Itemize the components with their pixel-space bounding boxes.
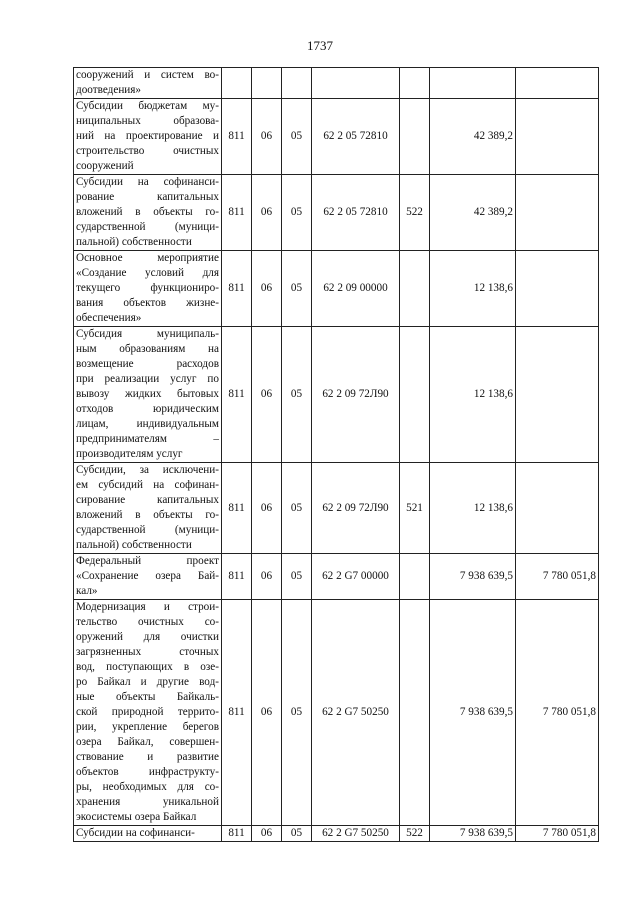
- expense-type-cell: 521: [400, 463, 430, 554]
- item-name-line: при реализации услуг по: [76, 373, 219, 385]
- expense-type-cell: 522: [400, 826, 430, 842]
- item-name-line: вывозу жидких бытовых: [76, 388, 219, 400]
- target-article-cell: 62 2 09 72Л90: [312, 327, 400, 463]
- target-article-cell: 62 2 G7 50250: [312, 600, 400, 826]
- item-name-line: озера Байкал, совершен-: [76, 736, 219, 748]
- section-code-cell: 06: [252, 826, 282, 842]
- item-name-line: обеспечения»: [76, 312, 142, 324]
- item-name-line: ниципальных образова-: [76, 115, 219, 127]
- amount-year1-cell: 12 138,6: [430, 463, 516, 554]
- item-name-line: Основное мероприятие: [76, 252, 219, 264]
- item-name-line: хранения уникальной: [76, 796, 219, 808]
- ministry-code-cell: 811: [222, 251, 252, 327]
- item-name-line: сударственной (муници-: [76, 221, 219, 233]
- section-code-cell: 06: [252, 175, 282, 251]
- table-row: [74, 463, 599, 554]
- budget-table: [73, 67, 599, 842]
- table-row: [74, 554, 599, 600]
- item-name-line: доотведения»: [76, 84, 142, 96]
- target-article-cell: [312, 68, 400, 99]
- target-article-cell: 62 2 G7 00000: [312, 554, 400, 600]
- expense-type-cell: [400, 327, 430, 463]
- item-name-line: тельство очистных со-: [76, 616, 219, 628]
- section-code-cell: [252, 68, 282, 99]
- item-name-line: объектов инфраструкту-: [76, 766, 219, 778]
- amount-year1-cell: 42 389,2: [430, 99, 516, 175]
- item-name-line: экосистемы озера Байкал: [76, 811, 197, 823]
- ministry-code-cell: 811: [222, 826, 252, 842]
- amount-year1-cell: 12 138,6: [430, 251, 516, 327]
- item-name-line: «Создание условий для: [76, 267, 219, 279]
- amount-year2-cell: [516, 175, 599, 251]
- item-name-line: вания объектов жизне-: [76, 297, 219, 309]
- item-name-cell: [74, 251, 222, 327]
- item-name-line: ской природной террито-: [76, 706, 219, 718]
- item-name-line: сирование капитальных: [76, 494, 219, 506]
- amount-year1-cell: [430, 68, 516, 99]
- item-name-line: Субсидии, за исключени-: [76, 464, 219, 476]
- item-name-cell: [74, 600, 222, 826]
- amount-year2-cell: 7 780 051,8: [516, 600, 599, 826]
- table-row: [74, 600, 599, 826]
- target-article-cell: 62 2 09 72Л90: [312, 463, 400, 554]
- item-name-line: сооружений: [76, 160, 134, 172]
- amount-year2-cell: 7 780 051,8: [516, 826, 599, 842]
- amount-year2-cell: [516, 463, 599, 554]
- item-name-line: вод, поступающих в озе-: [76, 661, 219, 673]
- item-name-cell: [74, 99, 222, 175]
- item-name-line: отходов юридическим: [76, 403, 219, 415]
- item-name-line: производителям услуг: [76, 448, 183, 460]
- item-name-line: лицам, индивидуальным: [76, 418, 219, 430]
- target-article-cell: 62 2 05 72810: [312, 175, 400, 251]
- item-name-line: Субсидии на софинанси-: [76, 827, 195, 839]
- item-name-cell: [74, 463, 222, 554]
- item-name-line: загрязненных сточных: [76, 646, 219, 658]
- item-name-line: пальной) собственности: [76, 539, 192, 551]
- item-name-line: Субсидии бюджетам му-: [76, 100, 219, 112]
- amount-year2-cell: 7 780 051,8: [516, 554, 599, 600]
- item-name-line: ным образованиям на: [76, 343, 219, 355]
- subsection-code-cell: 05: [282, 327, 312, 463]
- target-article-cell: 62 2 G7 50250: [312, 826, 400, 842]
- amount-year1-cell: 7 938 639,5: [430, 554, 516, 600]
- expense-type-cell: [400, 99, 430, 175]
- amount-year2-cell: [516, 68, 599, 99]
- item-name-line: Субсидия муниципаль-: [76, 328, 219, 340]
- amount-year1-cell: 12 138,6: [430, 327, 516, 463]
- item-name-line: ро Байкал и другие вод-: [76, 676, 219, 688]
- expense-type-cell: [400, 554, 430, 600]
- item-name-line: Модернизация и строи-: [76, 601, 219, 613]
- item-name-cell: [74, 175, 222, 251]
- item-name-line: Субсидии на софинанси-: [76, 176, 219, 188]
- amount-year2-cell: [516, 99, 599, 175]
- expense-type-cell: [400, 68, 430, 99]
- item-name-cell: [74, 327, 222, 463]
- item-name-line: «Сохранение озера Бай-: [76, 570, 219, 582]
- subsection-code-cell: 05: [282, 251, 312, 327]
- table-row: [74, 68, 599, 99]
- ministry-code-cell: 811: [222, 554, 252, 600]
- subsection-code-cell: 05: [282, 99, 312, 175]
- ministry-code-cell: 811: [222, 463, 252, 554]
- section-code-cell: 06: [252, 99, 282, 175]
- subsection-code-cell: 05: [282, 826, 312, 842]
- ministry-code-cell: 811: [222, 99, 252, 175]
- section-code-cell: 06: [252, 554, 282, 600]
- item-name-line: вложений в объекты го-: [76, 509, 219, 521]
- item-name-line: вложений в объекты го-: [76, 206, 219, 218]
- subsection-code-cell: [282, 68, 312, 99]
- subsection-code-cell: 05: [282, 554, 312, 600]
- item-name-line: сооружений и систем во-: [76, 69, 219, 81]
- item-name-line: возмещение расходов: [76, 358, 219, 370]
- item-name-line: пальной) собственности: [76, 236, 192, 248]
- target-article-cell: 62 2 09 00000: [312, 251, 400, 327]
- section-code-cell: 06: [252, 251, 282, 327]
- amount-year1-cell: 42 389,2: [430, 175, 516, 251]
- item-name-line: ний на проектирование и: [76, 130, 219, 142]
- item-name-line: ры, необходимых для со-: [76, 781, 219, 793]
- item-name-line: рование капитальных: [76, 191, 219, 203]
- item-name-cell: [74, 68, 222, 99]
- expense-type-cell: [400, 251, 430, 327]
- item-name-line: оружений для очистки: [76, 631, 219, 643]
- table-row: [74, 99, 599, 175]
- table-row: [74, 327, 599, 463]
- amount-year1-cell: 7 938 639,5: [430, 826, 516, 842]
- item-name-cell: [74, 554, 222, 600]
- expense-type-cell: 522: [400, 175, 430, 251]
- item-name-line: предпринимателям –: [76, 433, 219, 445]
- item-name-line: текущего функциониро-: [76, 282, 219, 294]
- ministry-code-cell: 811: [222, 600, 252, 826]
- ministry-code-cell: 811: [222, 175, 252, 251]
- subsection-code-cell: 05: [282, 175, 312, 251]
- item-name-line: ные объекты Байкаль-: [76, 691, 219, 703]
- item-name-cell: [74, 826, 222, 842]
- amount-year1-cell: 7 938 639,5: [430, 600, 516, 826]
- expense-type-cell: [400, 600, 430, 826]
- target-article-cell: 62 2 05 72810: [312, 99, 400, 175]
- ministry-code-cell: [222, 68, 252, 99]
- subsection-code-cell: 05: [282, 463, 312, 554]
- item-name-line: Федеральный проект: [76, 555, 219, 567]
- amount-year2-cell: [516, 251, 599, 327]
- table-row: [74, 826, 599, 842]
- subsection-code-cell: 05: [282, 600, 312, 826]
- ministry-code-cell: 811: [222, 327, 252, 463]
- page-number: 1737: [307, 38, 333, 53]
- table-row: [74, 251, 599, 327]
- amount-year2-cell: [516, 327, 599, 463]
- item-name-line: кал»: [76, 585, 98, 597]
- item-name-line: строительство очистных: [76, 145, 219, 157]
- section-code-cell: 06: [252, 463, 282, 554]
- table-row: [74, 175, 599, 251]
- section-code-cell: 06: [252, 327, 282, 463]
- item-name-line: рии, укрепление берегов: [76, 721, 219, 733]
- item-name-line: сударственной (муници-: [76, 524, 219, 536]
- item-name-line: ствование и развитие: [76, 751, 219, 763]
- item-name-line: ем субсидий на софинан-: [76, 479, 219, 491]
- section-code-cell: 06: [252, 600, 282, 826]
